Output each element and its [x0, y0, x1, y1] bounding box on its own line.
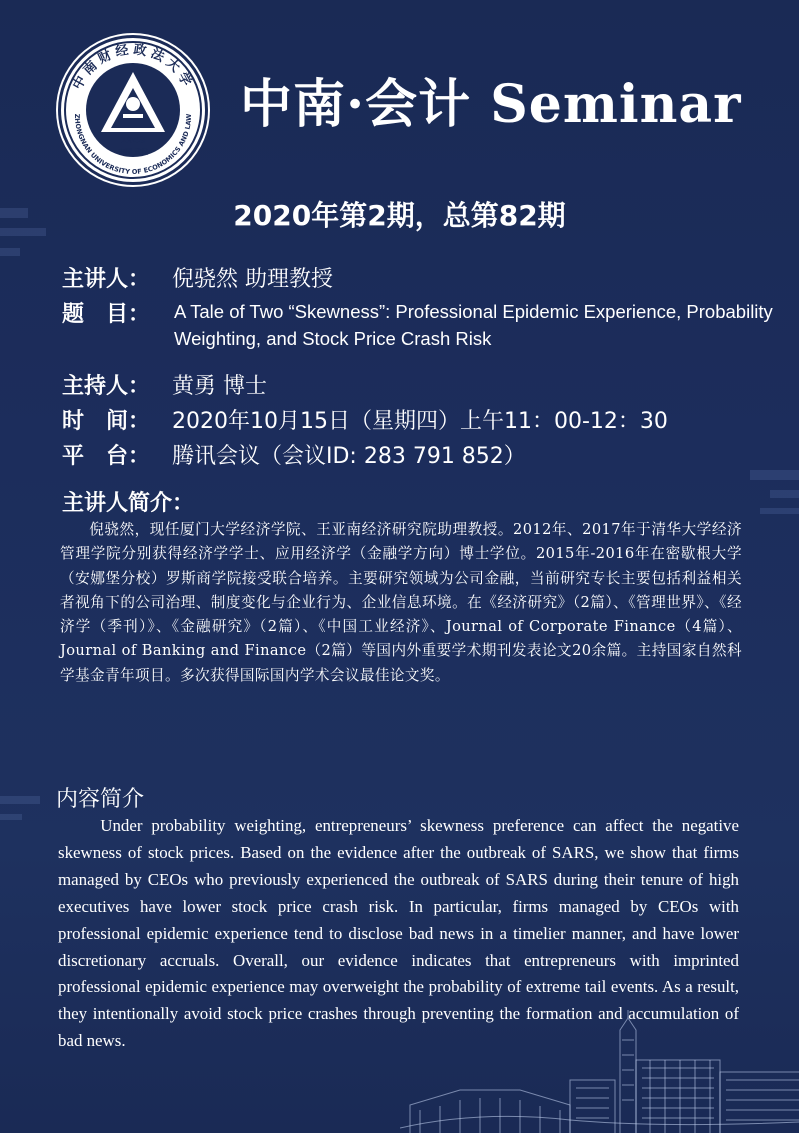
svg-text:ZHONGNAN UNIVERSITY OF ECONOMI: ZHONGNAN UNIVERSITY OF ECONOMICS AND LAW	[72, 113, 194, 177]
speaker-value: 倪骁然 助理教授	[172, 267, 333, 292]
bio-heading: 主讲人简介：	[62, 491, 195, 516]
bio-text: 倪骁然，现任厦门大学经济学院、王亚南经济研究院助理教授。2012年、2017年于清华大学经济管理学院分别获得经济学学士、应用经济学（金融学方向）博士学位。2015年-2016年在密歇根大学（安娜堡分校）罗斯商学院接受联合培养。主要研究领域为公司金融，当前研究专长主要包括利益相关者视角下的公司治理、制度变化与企业行为、企业信息环境。在《经济研究》（2篇）、《管理世界》、《经济学（季刊）》、《金融研究》（2篇）、《中国工业经济》、Journal of Corporate Finance（4篇）、Journal of Banking and Finance（2篇）等国内外重要学术期刊发表论文20余篇。主持国家自然科学基金青年项目。多次获得国际国内学术会议最佳论文奖。	[60, 521, 742, 684]
platform-label: 平 台：	[62, 444, 151, 469]
background-decoration	[0, 796, 40, 804]
platform-value: 腾讯会议（会议ID: 283 791 852）	[172, 444, 526, 469]
background-decoration	[0, 248, 20, 256]
logo-year: 1948	[120, 136, 146, 146]
issue-number: 2020年第2期，总第82期	[233, 199, 566, 232]
abstract-text: Under probability weighting, entrepreneurs’ skewness preference can affect the negative skewness of stock prices. Based on the evidence after the outbreak of SARS, we show that firms managed by CEOs who previously experienced the outbreak of SARS during their tenure of high executives have lower stock price crash risk. In particular, firms managed by CEOs with professional epidemic experience tend to disclose bad news in a timelier manner, and have lower discretionary accruals. Overall, our evidence indicates that entrepreneurs with imprinted professional epidemic experience may overweight the probability of extreme tail events. As a result, they intentionally avoid stock price crashes through preventing the formation and accumulation of bad news.	[58, 816, 739, 1051]
background-decoration	[750, 470, 799, 480]
svg-text:中南财经政法大学: 中南财经政法大学	[70, 42, 196, 93]
university-logo	[58, 35, 208, 185]
speaker-row	[62, 262, 333, 293]
background-decoration	[0, 814, 22, 820]
time-row	[62, 404, 668, 435]
topic-value: A Tale of Two “Skewness”: Professional Epidemic Experience, Probability Weighting, and Stock Price Crash Risk	[174, 301, 773, 349]
background-decoration	[770, 490, 799, 498]
host-value: 黄勇 博士	[172, 374, 267, 399]
topic-row	[62, 297, 172, 328]
logo-city: 中国 武汉	[117, 148, 149, 156]
host-label: 主持人：	[62, 374, 151, 399]
seminar-title: 中南·会计 Seminar	[240, 74, 742, 135]
abstract-heading: 内容简介	[56, 787, 145, 812]
speaker-label: 主讲人：	[62, 267, 151, 292]
host-row	[62, 369, 267, 400]
background-decoration	[760, 508, 799, 514]
time-value: 2020年10月15日（星期四）上午11：00-12：30	[172, 409, 668, 434]
campus-building-illustration	[400, 1010, 799, 1133]
platform-row	[62, 439, 526, 470]
topic-label: 题 目：	[62, 302, 151, 327]
time-label: 时 间：	[62, 409, 151, 434]
logo-ring-text	[61, 38, 205, 182]
